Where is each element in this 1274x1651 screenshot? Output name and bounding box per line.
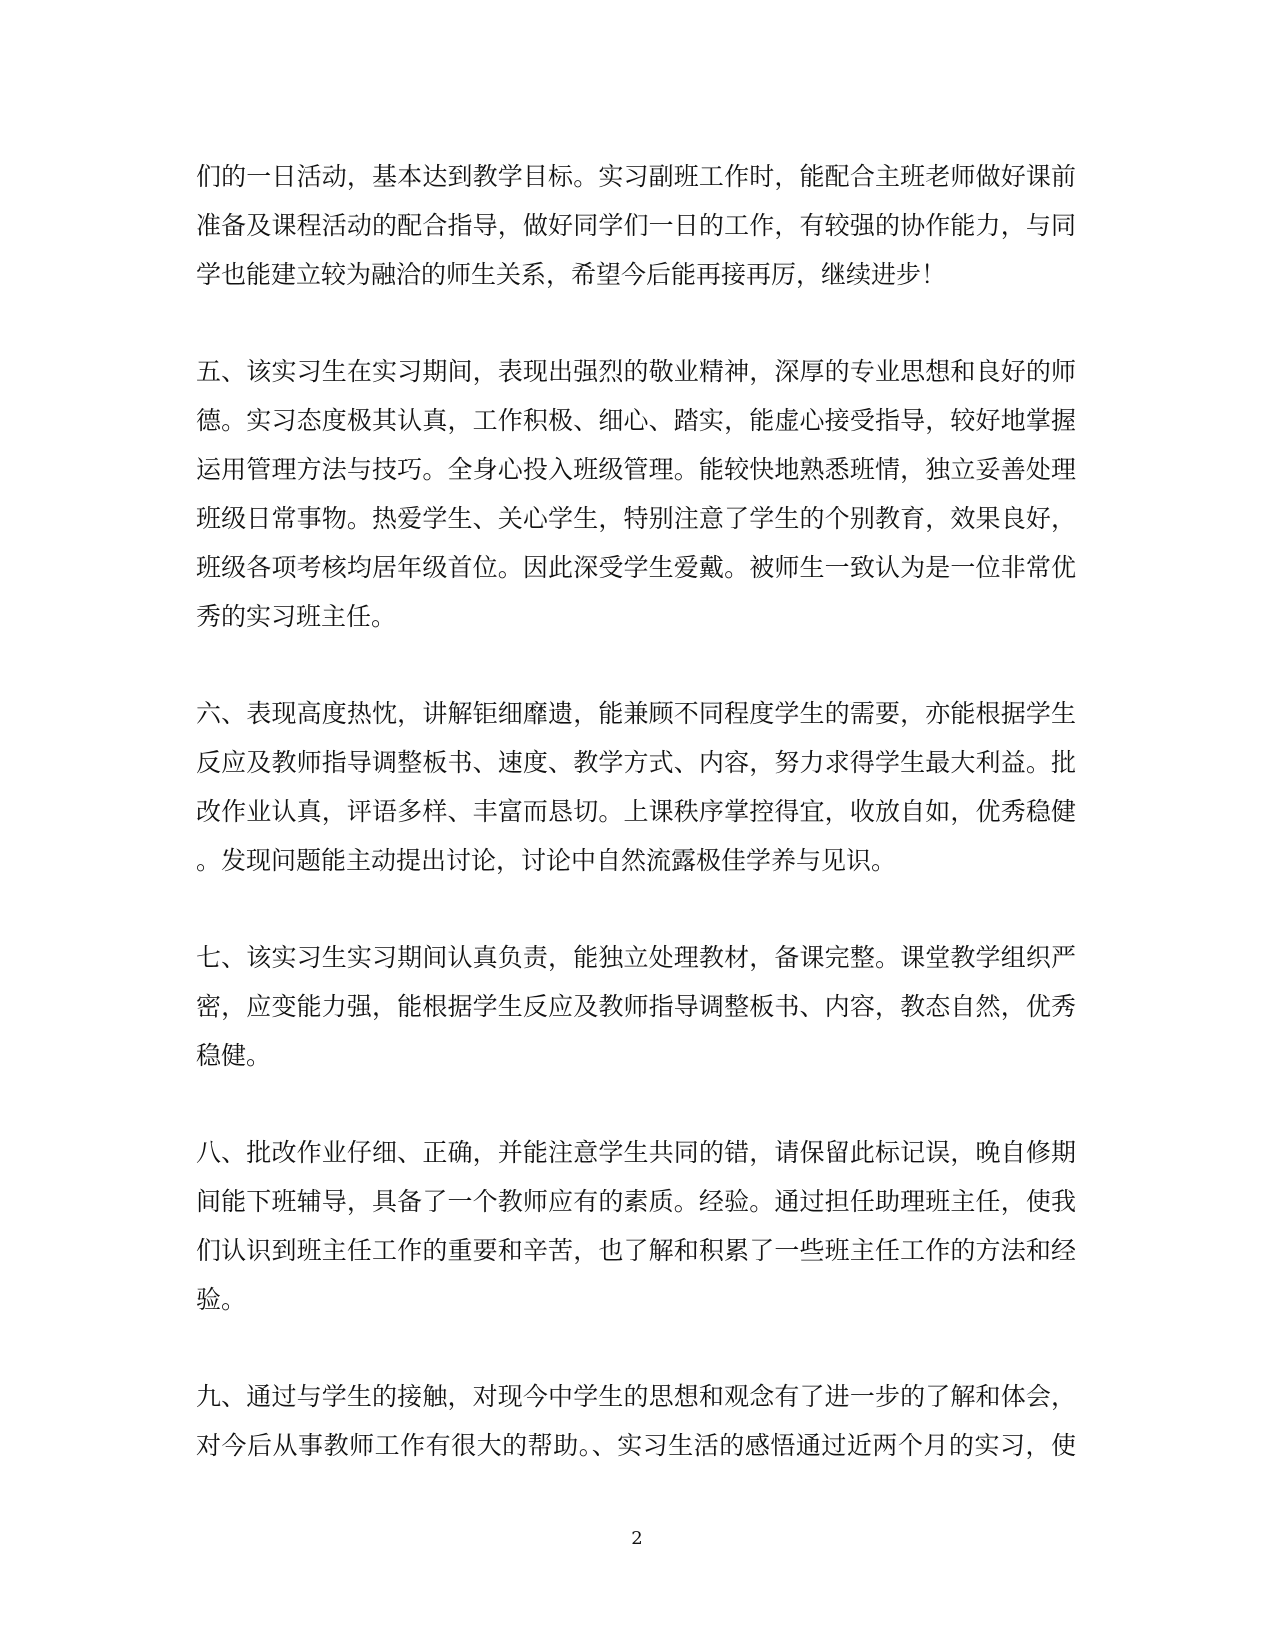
- paragraph-7: [196, 933, 1076, 1080]
- text-line: 班级各项考核均居年级首位。因此深受学生爱戴。被师生一致认为是一位非常优: [196, 553, 1076, 582]
- paragraph-6: [196, 689, 1076, 885]
- text-line: 德。实习态度极其认真，工作积极、细心、踏实，能虚心接受指导，较好地掌握: [196, 406, 1076, 435]
- text-line: 密，应变能力强，能根据学生反应及教师指导调整板书、内容，教态自然，优秀: [196, 992, 1076, 1021]
- paragraph-5: [196, 347, 1076, 641]
- text-line: 六、表现高度热忱，讲解钜细靡遗，能兼顾不同程度学生的需要，亦能根据学生: [196, 699, 1076, 728]
- paragraph-1: [196, 152, 1076, 299]
- text-line: 对今后从事教师工作有很大的帮助。、实习生活的感悟通过近两个月的实习，使: [196, 1431, 1076, 1460]
- text-line: 。发现问题能主动提出讨论，讨论中自然流露极佳学养与见识。: [196, 846, 897, 875]
- text-line: 验。: [196, 1285, 247, 1314]
- text-line: 改作业认真，评语多样、丰富而恳切。上课秩序掌控得宜，收放自如，优秀稳健: [196, 797, 1076, 826]
- paragraph-9: [196, 1372, 1076, 1470]
- page-number: 2: [631, 1528, 643, 1549]
- text-line: 七、该实习生实习期间认真负责，能独立处理教材，备课完整。课堂教学组织严: [196, 943, 1076, 972]
- text-line: 五、该实习生在实习期间，表现出强烈的敬业精神，深厚的专业思想和良好的师: [196, 357, 1076, 386]
- text-line: 学也能建立较为融洽的师生关系，希望今后能再接再厉，继续进步！: [196, 260, 947, 289]
- text-line: 九、通过与学生的接触，对现今中学生的思想和观念有了进一步的了解和体会，: [196, 1382, 1076, 1411]
- text-line: 反应及教师指导调整板书、速度、教学方式、内容，努力求得学生最大利益。批: [196, 748, 1076, 777]
- text-line: 秀的实习班主任。: [196, 602, 397, 631]
- document-body: [196, 152, 1076, 1518]
- text-line: 们的一日活动，基本达到教学目标。实习副班工作时，能配合主班老师做好课前: [196, 162, 1076, 191]
- text-line: 班级日常事物。热爱学生、关心学生，特别注意了学生的个别教育，效果良好，: [196, 504, 1076, 533]
- paragraph-8: [196, 1128, 1076, 1324]
- text-line: 间能下班辅导，具备了一个教师应有的素质。经验。通过担任助理班主任，使我: [196, 1187, 1076, 1216]
- text-line: 八、批改作业仔细、正确，并能注意学生共同的错，请保留此标记误，晚自修期: [196, 1138, 1076, 1167]
- text-line: 运用管理方法与技巧。全身心投入班级管理。能较快地熟悉班情，独立妥善处理: [196, 455, 1076, 484]
- text-line: 稳健。: [196, 1041, 272, 1070]
- text-line: 准备及课程活动的配合指导，做好同学们一日的工作，有较强的协作能力，与同: [196, 211, 1076, 240]
- text-line: 们认识到班主任工作的重要和辛苦，也了解和积累了一些班主任工作的方法和经: [196, 1236, 1076, 1265]
